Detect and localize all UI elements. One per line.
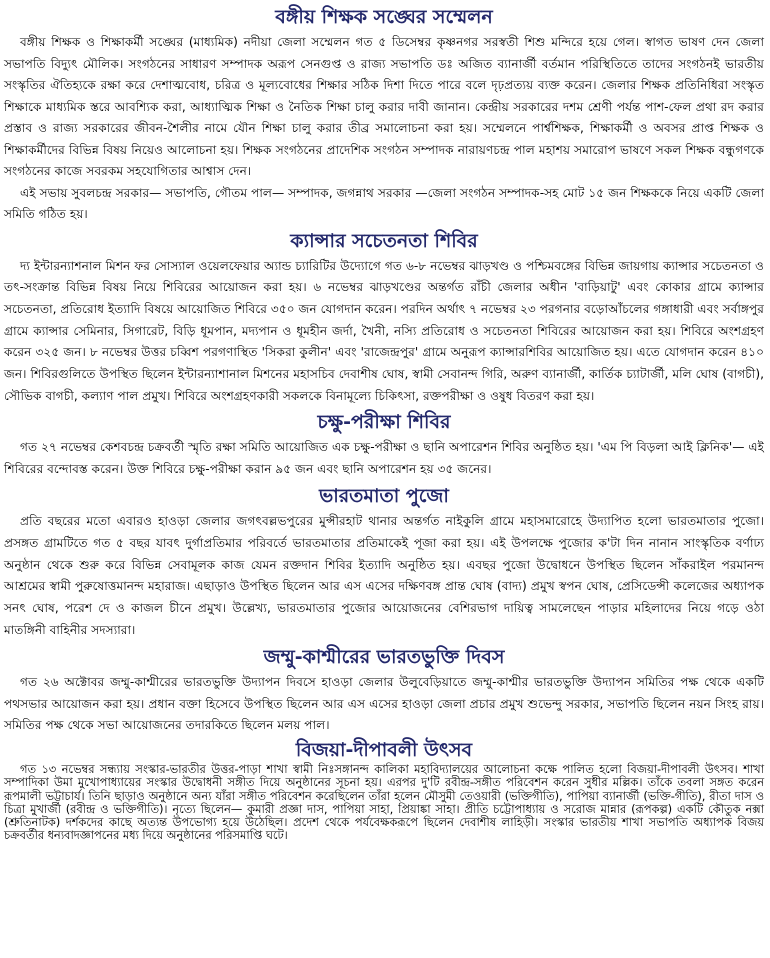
article-paragraph: বঙ্গীয় শিক্ষক ও শিক্ষাকর্মী সঙ্ঘের (মাধ্যমিক) নদীয়া জেলা সম্মেলন গত ৫ ডিসেম্বর কৃষ্ণনগর সরস্বতী শিশু মন্দিরে হয়ে গেল। স্বাগত ভাষণ দেন জেলা সভাপতি বিদ্যুৎ মৌলিক। সংগঠনের সাধারণ সম্পাদক অরূপ সেনগুপ্ত ও রাজ্য সভাপতি ডঃ অজিত ব্যানার্জী বর্তমান পরিস্থিতিতে তাদের সংগঠনই ভারতীয় সংস্কৃতির ঐতিহ্যকে রক্ষা করে দেশাত্মবোধ, চরিত্র ও মূল্যবোধের শিক্ষার সঠিক দিশা দিতে পারে বলে দৃঢ়প্রত্যয় ব্যক্ত করেন। জেলার শিক্ষক প্রতিনিধিরা সংস্কৃত শিক্ষাকে মাধ্যমিক স্তরে আবশ্যিক করা, আধ্যাত্মিক শিক্ষা ও নৈতিক শিক্ষা চালু করার দাবী জানান। কেন্দ্রীয় সরকারের দশম শ্রেণী পর্যন্ত পাশ-ফেল প্রথা রদ করার প্রস্তাব ও রাজ্য সরকারের জীবন-শৈলীর নামে যৌন শিক্ষা চালু করার তীব্র সমালোচনা করা হয়। সম্মেলনে পার্শ্বশিক্ষক, শিক্ষাকর্মী ও অবসর প্রাপ্ত শিক্ষক ও শিক্ষাকর্মীদের বিভিন্ন বিষয় নিয়েও আলোচনা হয়। শিক্ষক সংগঠনের প্রাদেশিক সংগঠন সম্পাদক নারায়ণচন্দ্র পাল মহাশয় সমারোপ ভাষণে সকল শিক্ষক বন্ধুগণকে সংগঠনের কাজে সবরকম সহযোগিতার আশ্বাস দেন। <box>4 35 764 178</box>
article-paragraph: প্রতি বছরের মতো এবারও হাওড়া জেলার জগৎবল্লভপুরের মুন্সীরহাট থানার অন্তর্গত নাইকুলি গ্রামে মহাসমারোহে উদ্যাপিত হলো ভারতমাতার পুজো। প্রসঙ্গত গ্রামটিতে গত ৫ বছর যাবৎ দুর্গাপ্রতিমার পরিবর্তে ভারতমাতার প্রতিমাকেই পূজা করা হয়। এই উপলক্ষে পুজোর ক'টা দিন নানান সাংস্কৃতিক বর্ণাঢ্য অনুষ্ঠান থেকে শুরু করে বিভিন্ন সেবামূলক কাজ যেমন রক্তদান শিবির ইত্যাদি অনুষ্ঠিত হয়। এবছর পুজো উদ্বোধনে উপস্থিত ছিলেন সাঁকরাইল পরমানন্দ আশ্রমের স্বামী পুরুষোত্তমানন্দ মহারাজ। এছাড়াও উপস্থিত ছিলেন আর এস এসের দক্ষিণবঙ্গ প্রান্ত ঘোষ (বাদ্য) প্রমুখ স্বপন ঘোষ, প্রেসিডেন্সী কলেজের অধ্যাপক সনৎ ঘোষ, পরেশ দে ও কাজল চীনে প্রমুখ। উল্লেখ্য, ভারতমাতার পুজোর আয়োজনের বেশিরভাগ দায়িত্ব সামলেছেন পাড়ার মহিলাদের নিয়ে গড়ে ওঠা মাতঙ্গিনী বাহিনীর সদস্যারা। <box>4 514 764 637</box>
article-bharatmata-puja <box>4 481 764 642</box>
article-heading: চক্ষু-পরীক্ষা শিবির <box>317 411 451 434</box>
article-paragraph: গত ২৬ অক্টোবর জম্মু-কাশ্মীরের ভারতভুক্তি উদ্যাপন দিবসে হাওড়া জেলার উলুবেড়িয়াতে জম্মু-কাশ্মীর ভারতভুক্তি উদ্যাপন সমিতির পক্ষ থেকে একটি পথসভার আয়োজন করা হয়। প্রধান বক্তা হিসেবে উপস্থিত ছিলেন আর এস এসের হাওড়া জেলা প্রচার প্রমুখ শুভেন্দু সরকার, সভাপতি ছিলেন নয়ন সিংহ রায়। সমিতির পক্ষ থেকে সভা আয়োজনের তদারকিতে ছিলেন মলয় পাল। <box>4 674 764 733</box>
article-paragraph: এই সভায় সুবলচন্দ্র সরকার— সভাপতি, গৌতম পাল— সম্পাদক, জগন্নাথ সরকার —জেলা সংগঠন সম্পাদক-সহ মোট ১৫ জন শিক্ষককে নিয়ে একটি জেলা সমিতি গঠিত হয়। <box>4 185 764 221</box>
article-teachers-conference <box>4 2 764 226</box>
article-heading: বঙ্গীয় শিক্ষক সঙ্ঘের সম্মেলন <box>275 6 493 28</box>
article-bijoya-dipaboli <box>4 737 764 842</box>
article-heading: জম্মু-কাশ্মীরের ভারতভুক্তি দিবস <box>263 645 505 668</box>
article-heading: ভারতমাতা পুজো <box>319 485 449 508</box>
article-heading: বিজয়া-দীপাবলী উৎসব <box>295 739 473 762</box>
article-heading: ক্যান্সার সচেতনতা শিবির <box>290 229 478 252</box>
article-paragraph: গত ১৩ নভেম্বর সন্ধ্যায় সংস্কার-ভারতীর উত্তর-পাড়া শাখা স্বামী নিঃসঙ্গানন্দ কালিকা মহাবিদ্যালয়ের আলোচনা কক্ষে পালিত হলো বিজয়া-দীপাবলী উৎসব। শাখা সম্পাদিকা উমা মুখোপাধ্যায়ের সংস্কার উদ্বোধনী সঙ্গীত দিয়ে অনুষ্ঠানের সূচনা হয়। এরপর দু'টি রবীন্দ্র-সঙ্গীত পরিবেশন করেন সুধীর মল্লিক। তাঁকে তবলা সঙ্গত করেন রূপমালী ভট্টাচার্য। তিনি ছাড়াও অনুষ্ঠানে অন্য যাঁরা সঙ্গীত পরিবেশন করেছিলেন তাঁরা হলেন মৌসুমী তেওয়ারী (ভক্তিগীতি), পাপিয়া ব্যানার্জী (ভক্তি-গীতি), রীতা দাস ও চিত্রা মুখার্জী (রবীন্দ্র ও ভক্তিগীতি)। নৃত্যে ছিলেন— কুমারী প্রজ্ঞা দাস, পাপিয়া সাহা, প্রিয়াঙ্কা সাহা। প্রীতি চট্টোপাধ্যায় ও সরোজ মান্নার (রূপকল্প) একটি কৌতুক নক্সা (শ্রুতিনাটক) দর্শকদের কাছে অত্যন্ত উপভোগ্য হয়ে উঠেছিল। প্রদেশ থেকে পর্যবেক্ষকরূপে ছিলেন দেবাশীষ লাহিড়ী। সংস্কার ভারতীয় শাখা সভাপতি অধ্যাপক বিজয় চক্রবর্তীর ধন্যবাদজ্ঞাপনের মধ্য দিয়ে অনুষ্ঠানের পরিসমাপ্তি ঘটে। <box>4 762 764 843</box>
article-accession-day <box>4 642 764 737</box>
article-paragraph: দ্য ইন্টারন্যাশনাল মিশন ফর সোস্যাল ওয়েলফেয়ার অ্যান্ড চ্যারিটির উদ্যোগে গত ৬-৮ নভেম্বর ঝাড়খণ্ড ও পশ্চিমবঙ্গের বিভিন্ন জায়গায় ক্যান্সার সচেতনতা ও তৎ-সংক্রান্ত বিভিন্ন বিষয় নিয়ে শিবিরের আয়োজন করা হয়। ৬ নভেম্বর ঝাড়খণ্ডের অন্তর্গত রাঁচী জেলার অধীন 'বাড়িয়াটু' এবং কোকার গ্রামে ক্যান্সার সচেতনতা, প্রতিরোধ ইত্যাদি বিষয়ে আয়োজিত শিবিরে ৩৫০ জন যোগদান করেন। পরদিন অর্থাৎ ৭ নভেম্বর ২৩ পরগনার বড়োআঁচলের গঙ্গাধারী এবং সর্বাঙ্গপুর গ্রামে ক্যান্সার সেমিনার, সিগারেট, বিড়ি ধূমপান, মদ্যপান ও ধূমহীন জর্দা, খৈনী, নস্যি প্রতিরোধ ও সচেতনতা শিবিরের আয়োজন করা হয়। শিবিরে অংশগ্রহণ করেন ৩২৫ জন। ৮ নভেম্বর উত্তর চব্বিশ পরগণাস্থিত 'সিকরা কুলীন' এবং 'রাজেন্দ্রপুর' গ্রামে অনুরূপ ক্যান্সারশিবির আয়োজিত হয়। এতে যোগদান করেন ৪১০ জন। শিবিরগুলিতে উপস্থিত ছিলেন ইন্টারন্যাশানাল মিশনের মহাসচিব দেবাশীষ ঘোষ, স্বামী সেবানন্দ গিরি, অরুণ ব্যানার্জী, কার্তিক চ্যাটার্জী, মলি ঘোষ (বাগচী), সৌভিক বাগচী, কল্যাণ পাল প্রমুখ। শিবিরে অংশগ্রহণকারী সকলকে বিনামূল্যে চিকিৎসা, রক্তপরীক্ষা ও ওষুধ বিতরণ করা হয়। <box>4 258 764 403</box>
article-cancer-awareness-camp <box>4 226 764 408</box>
article-eye-camp <box>4 407 764 481</box>
article-paragraph: গত ২৭ নভেম্বর কেশবচন্দ্র চক্রবর্তী স্মৃতি রক্ষা সমিতি আয়োজিত এক চক্ষু-পরীক্ষা ও ছানি অপারেশন শিবির অনুষ্ঠিত হয়। 'এম পি বিড়লা আই ক্লিনিক'— এই শিবিরের বন্দোবস্ত করেন। উক্ত শিবিরে চক্ষু-পরীক্ষা করান ৯৫ জন এবং ছানি অপারেশন হয় ৩৫ জনের। <box>4 440 764 477</box>
